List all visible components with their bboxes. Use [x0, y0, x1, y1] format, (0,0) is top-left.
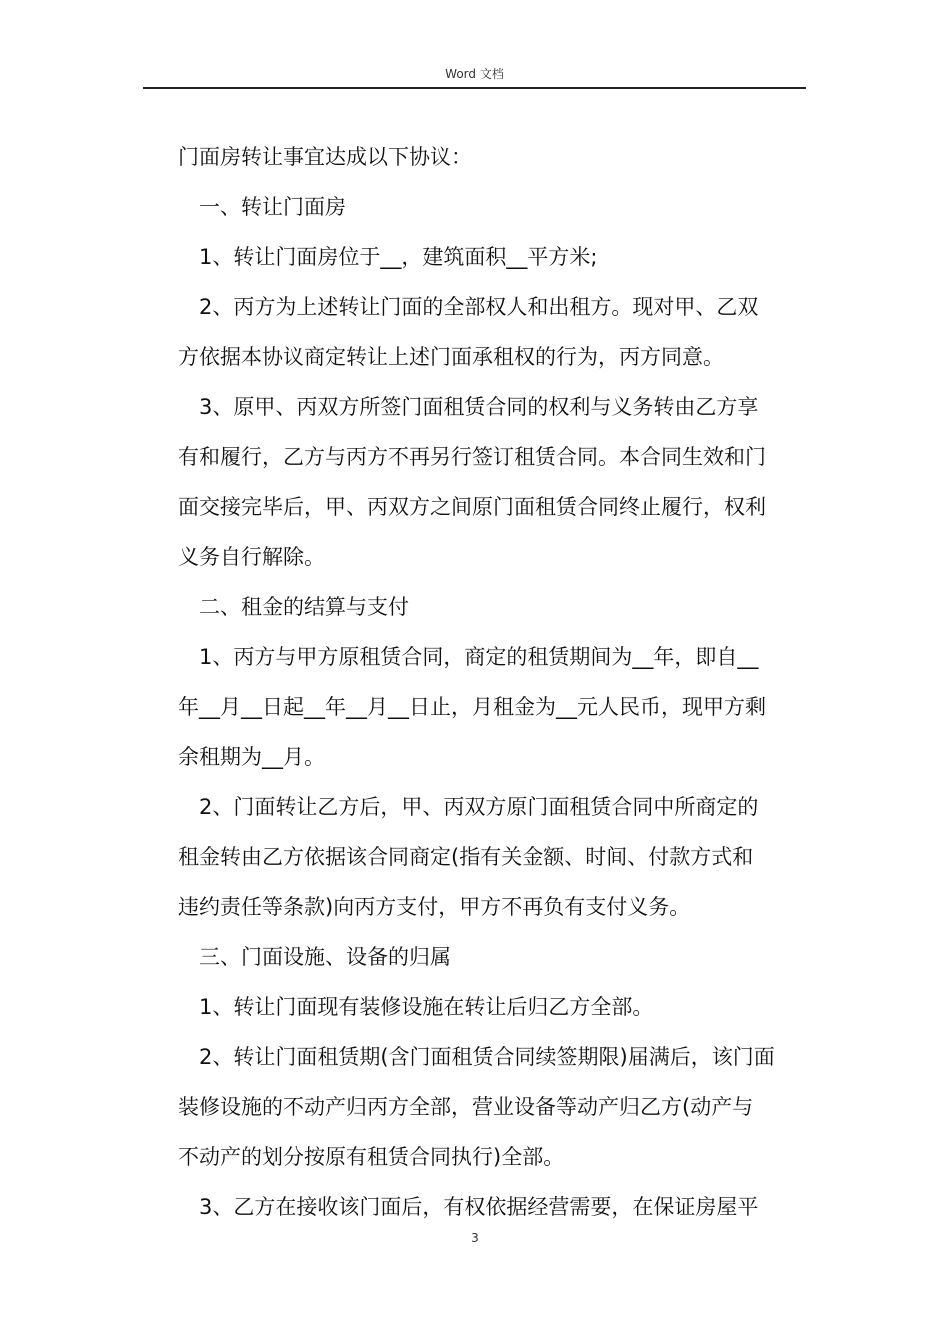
paragraph-line: 3、原甲、丙双方所签门面租赁合同的权利与义务转由乙方享: [199, 395, 759, 419]
page-number: 3: [471, 1231, 479, 1245]
paragraph-line: 有和履行，乙方与丙方不再另行签订租赁合同。本合同生效和门: [178, 445, 766, 469]
paragraph-line: 方依据本协议商定转让上述门面承租权的行为，丙方同意。: [178, 345, 724, 369]
header-divider: [143, 87, 806, 89]
section-heading: 二、租金的结算与支付: [199, 595, 409, 619]
paragraph-line: 3、乙方在接收该门面后，有权依据经营需要，在保证房屋平: [199, 1195, 759, 1219]
section-heading: 一、转让门面房: [199, 195, 346, 219]
paragraph-line: 义务自行解除。: [178, 545, 325, 569]
paragraph-line: 违约责任等条款)向丙方支付，甲方不再负有支付义务。: [178, 895, 691, 919]
paragraph-line: 2、转让门面租赁期(含门面租赁合同续签期限)届满后，该门面: [199, 1045, 775, 1069]
section-heading: 三、门面设施、设备的归属: [199, 945, 451, 969]
paragraph-line: 1、转让门面现有装修设施在转让后归乙方全部。: [199, 995, 654, 1019]
paragraph-line: 租金转由乙方依据该合同商定(指有关金额、时间、付款方式和: [178, 845, 754, 869]
paragraph-line: 门面房转让事宜达成以下协议：: [178, 145, 472, 169]
paragraph-line: 不动产的划分按原有租赁合同执行)全部。: [178, 1145, 565, 1169]
paragraph-line: 余租期为__月。: [178, 745, 325, 769]
paragraph-line: 面交接完毕后，甲、丙双方之间原门面租赁合同终止履行，权利: [178, 495, 766, 519]
page-header: Word 文档: [445, 67, 504, 81]
paragraph-line: 年__月__日起__年__月__日止，月租金为__元人民币，现甲方剩: [178, 695, 766, 719]
document-body: [178, 132, 808, 1232]
paragraph-line: 2、丙方为上述转让门面的全部权人和出租方。现对甲、乙双: [199, 295, 759, 319]
paragraph-line: 1、转让门面房位于__，建筑面积__平方米;: [199, 245, 598, 269]
paragraph-line: 2、门面转让乙方后，甲、丙双方原门面租赁合同中所商定的: [199, 795, 759, 819]
paragraph-line: 1、丙方与甲方原租赁合同，商定的租赁期间为__年，即自__: [199, 645, 759, 669]
paragraph-line: 装修设施的不动产归丙方全部，营业设备等动产归乙方(动产与: [178, 1095, 754, 1119]
